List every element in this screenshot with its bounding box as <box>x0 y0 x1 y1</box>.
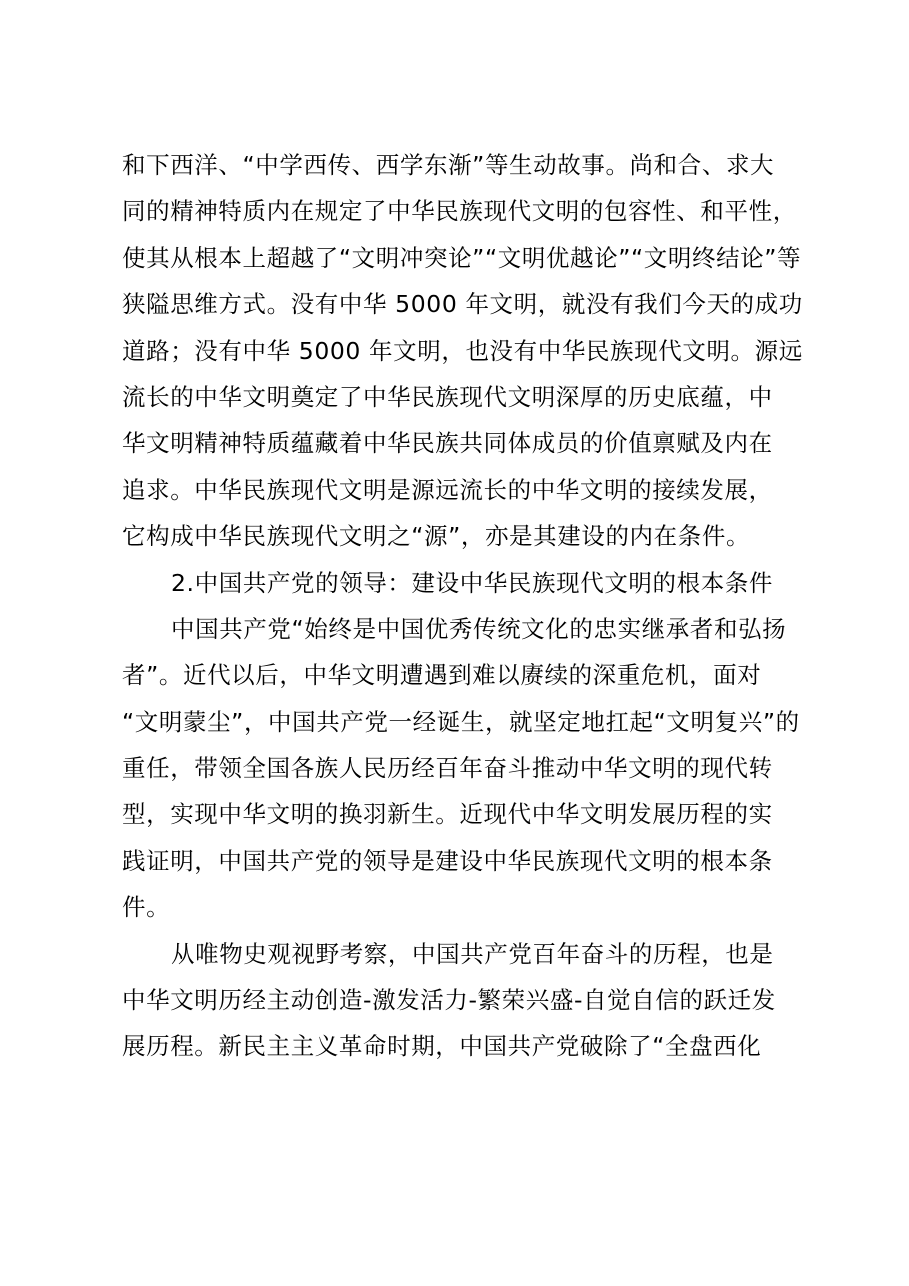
text-line: “文明蒙尘”，中国共产党一经诞生，就坚定地扛起“文明复兴”的 <box>122 707 800 736</box>
text-line: 展历程。新民主主义革命时期，中国共产党破除了“全盘西化 <box>122 1032 762 1061</box>
text-line: 件。 <box>122 893 171 922</box>
text-line: 者”。近代以后，中华文明遭遇到难以赓续的深重危机，面对 <box>122 661 762 690</box>
text-line: 重任，带领全国各族人民历经百年奋斗推动中华文明的现代转 <box>122 754 773 783</box>
text-line: 道路；没有中华 5000 年文明，也没有中华民族现代文明。源远 <box>122 336 803 365</box>
text-line: 使其从根本上超越了“文明冲突论”“文明优越论”“文明终结论”等 <box>122 243 802 272</box>
text-line: 狭隘思维方式。没有中华 5000 年文明，就没有我们今天的成功 <box>122 290 803 319</box>
text-line: 同的精神特质内在规定了中华民族现代文明的包容性、和平性， <box>122 197 797 226</box>
text-line: 和下西洋、“中学西传、西学东渐”等生动故事。尚和合、求大 <box>122 151 775 179</box>
text-line: 型，实现中华文明的换羽新生。近现代中华文明发展历程的实 <box>122 800 773 829</box>
text-line: 它构成中华民族现代文明之“源”，亦是其建设的内在条件。 <box>122 522 751 551</box>
text-line: 中华文明历经主动创造-激发活力-繁荣兴盛-自觉自信的跃迁发 <box>122 986 776 1015</box>
text-line: 华文明精神特质蕴藏着中华民族共同体成员的价值禀赋及内在 <box>122 429 773 458</box>
section-heading: 2.中国共产党的领导：建设中华民族现代文明的根本条件 <box>171 568 774 597</box>
text-line: 从唯物史观视野考察，中国共产党百年奋斗的历程，也是 <box>171 939 774 968</box>
text-line: 中国共产党“始终是中国优秀传统文化的忠实继承者和弘扬 <box>171 614 787 643</box>
text-line: 践证明，中国共产党的领导是建设中华民族现代文明的根本条 <box>122 846 773 875</box>
body-text <box>122 142 802 1070</box>
text-line: 流长的中华文明奠定了中华民族现代文明深厚的历史底蕴，中 <box>122 382 773 411</box>
text-line: 追求。中华民族现代文明是源远流长的中华文明的接续发展， <box>122 475 773 504</box>
